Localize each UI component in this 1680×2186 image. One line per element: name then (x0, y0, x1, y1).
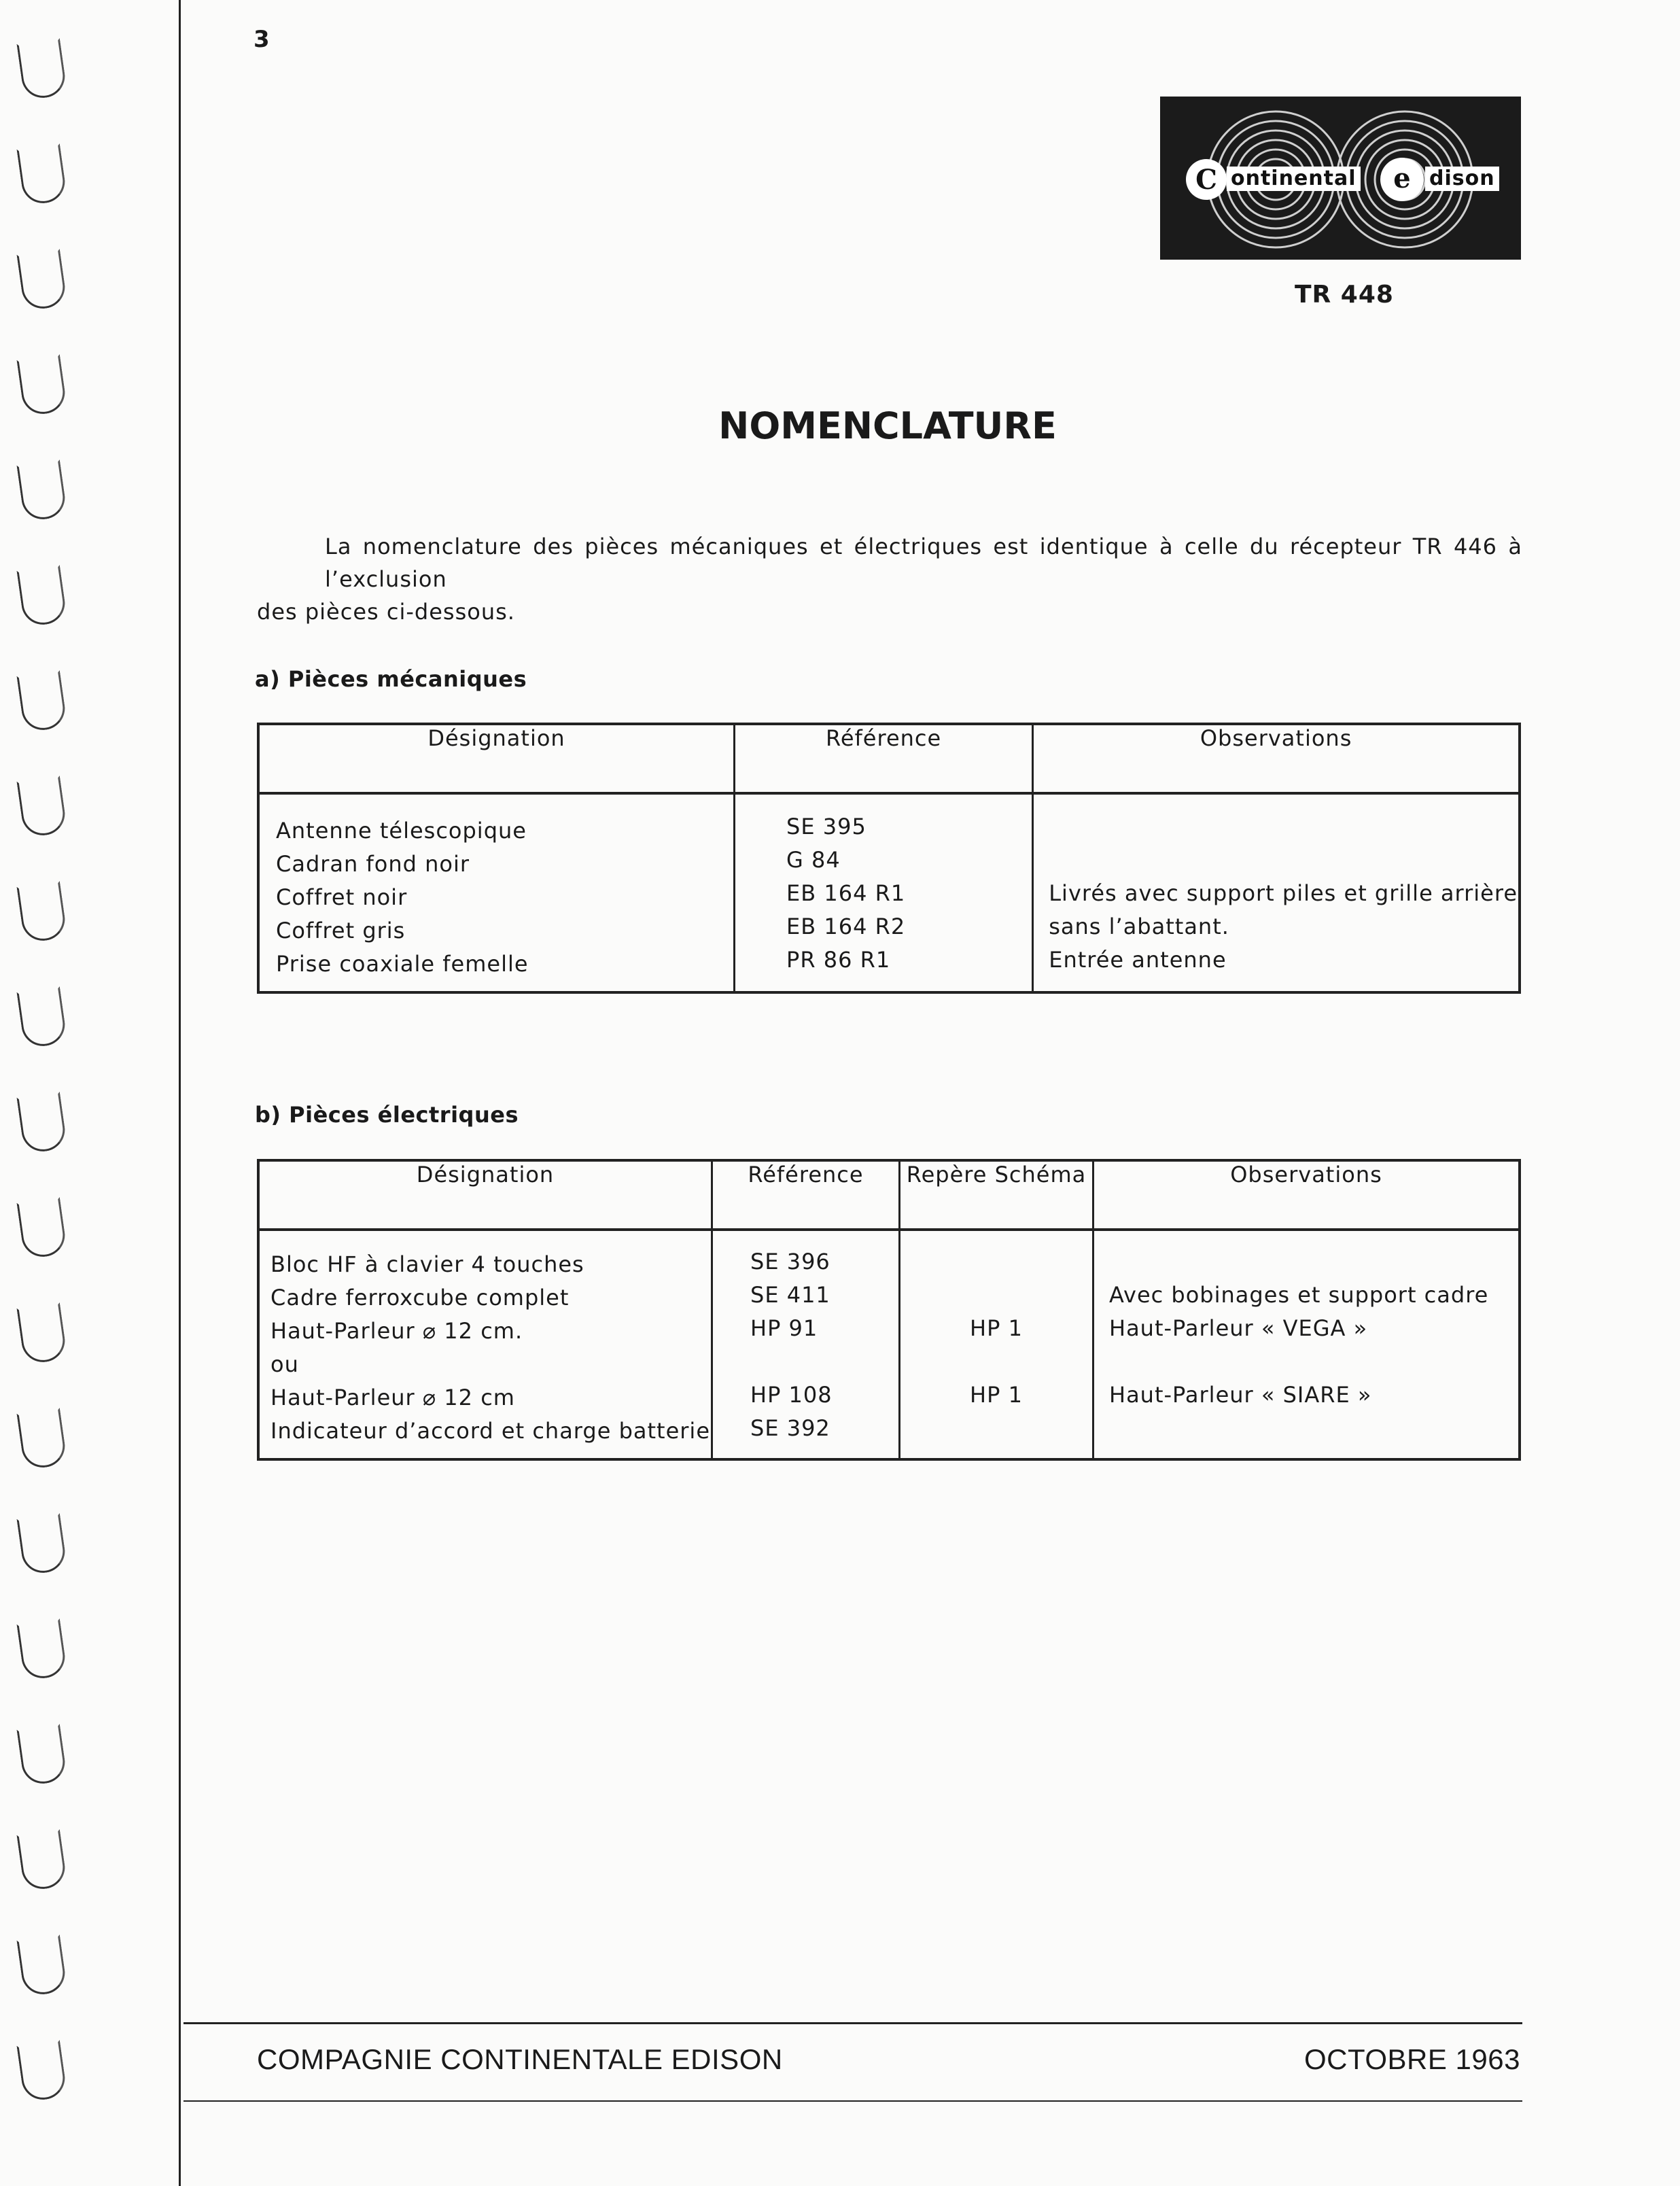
list-item: SE 392 (750, 1415, 830, 1441)
page-number: 3 (253, 26, 270, 53)
list-item (901, 1412, 1091, 1445)
section-heading-electriques: b) Pièces électriques (255, 1102, 519, 1128)
column-header: Désignation (258, 724, 735, 793)
footer-date: OCTOBRE 1963 (1303, 2043, 1520, 2075)
list-item: Cadran fond noir (276, 851, 470, 877)
binder-ring (16, 1513, 67, 1576)
list-item (1109, 1412, 1518, 1445)
list-item: G 84 (786, 847, 841, 873)
list-item: HP 108 (750, 1382, 833, 1408)
list-item: ou (270, 1351, 299, 1377)
observations-cell (1033, 793, 1520, 992)
list-item (1109, 1345, 1518, 1378)
column-header: Observations (1033, 724, 1520, 793)
list-item: SE 396 (750, 1249, 830, 1274)
column-header: Repère Schéma (900, 1160, 1093, 1230)
section-heading-mecaniques: a) Pièces mécaniques (255, 666, 527, 692)
list-item: SE 411 (750, 1282, 830, 1308)
list-item: Haut-Parleur ⌀ 12 cm. (270, 1318, 523, 1344)
list-item: Bloc HF à clavier 4 touches (270, 1251, 584, 1277)
list-item: Coffret noir (276, 884, 408, 910)
reference-cell (712, 1230, 900, 1459)
binder-ring (16, 1408, 67, 1470)
list-item: HP 91 (750, 1315, 818, 1341)
designation-cell (258, 1230, 712, 1459)
logo-text-right: dison (1425, 167, 1499, 191)
page-title: NOMENCLATURE (718, 404, 1057, 447)
brand-logo (1160, 97, 1521, 260)
binder-ring (16, 1724, 67, 1786)
list-item: sans l’abattant. (1049, 914, 1229, 939)
list-item: Coffret gris (276, 918, 406, 943)
svg-text:e: e (1393, 162, 1411, 194)
binder-ring (16, 459, 67, 522)
binder-ring (16, 1092, 67, 1154)
list-item: Indicateur d’accord et charge batterie (270, 1418, 710, 1444)
intro-paragraph (257, 530, 1522, 628)
list-item (1049, 810, 1518, 844)
list-item: EB 164 R2 (786, 914, 906, 939)
list-item (901, 1345, 1091, 1378)
binder-ring (16, 986, 67, 1049)
list-item (901, 1279, 1091, 1312)
list-item (1109, 1245, 1518, 1279)
binder-ring (16, 776, 67, 838)
intro-line: La nomenclature des pièces mécaniques et électriques est identique à celle du récepteur TR 446 à l’exclusion (325, 534, 1522, 592)
binder-ring (16, 1197, 67, 1260)
list-item: Prise coaxiale femelle (276, 951, 529, 977)
intro-line: des pièces ci-dessous. (257, 599, 515, 625)
binder-ring (16, 2040, 67, 2102)
svg-text:C: C (1195, 164, 1217, 196)
list-item: Livrés avec support piles et grille arrière (1049, 880, 1518, 906)
binder-ring (16, 38, 67, 101)
logo-text-left: ontinental (1227, 167, 1361, 191)
binder-ring (16, 1935, 67, 1997)
list-item: Haut-Parleur « VEGA » (1109, 1315, 1368, 1341)
footer-rule-top (183, 2022, 1522, 2024)
list-item: HP 1 (970, 1382, 1023, 1408)
binder-ring (16, 143, 67, 206)
list-item: Entrée antenne (1049, 947, 1227, 973)
column-header: Observations (1093, 1160, 1520, 1230)
column-header: Désignation (258, 1160, 712, 1230)
list-item: Avec bobinages et support cadre (1109, 1282, 1489, 1308)
binder-ring (16, 670, 67, 733)
list-item: Cadre ferroxcube complet (270, 1285, 570, 1311)
list-item: Haut-Parleur « SIARE » (1109, 1382, 1372, 1408)
binder-ring (16, 1829, 67, 1892)
list-item: SE 395 (786, 814, 867, 839)
binder-ring (16, 249, 67, 311)
list-item: EB 164 R1 (786, 880, 906, 906)
footer-company: COMPAGNIE CONTINENTALE EDISON (257, 2043, 783, 2075)
reference-cell (735, 793, 1033, 992)
observations-cell (1093, 1230, 1520, 1459)
column-header: Référence (712, 1160, 900, 1230)
margin-line (179, 0, 181, 2186)
binder-ring (16, 1618, 67, 1681)
binder-ring (16, 1302, 67, 1365)
designation-cell (258, 793, 735, 992)
list-item: HP 1 (970, 1315, 1023, 1341)
table-pieces-electriques (257, 1159, 1521, 1461)
repere-cell (900, 1230, 1093, 1459)
list-item: Antenne télescopique (276, 818, 527, 844)
list-item (750, 1345, 898, 1378)
model-number: TR 448 (1295, 281, 1394, 309)
column-header: Référence (735, 724, 1033, 793)
list-item (1049, 844, 1518, 877)
binder-ring (16, 565, 67, 627)
list-item: PR 86 R1 (786, 947, 891, 973)
footer-rule-bottom (183, 2100, 1522, 2102)
list-item: Haut-Parleur ⌀ 12 cm (270, 1385, 515, 1410)
table-pieces-mecaniques (257, 723, 1521, 994)
list-item (901, 1245, 1091, 1279)
binder-ring (16, 881, 67, 943)
